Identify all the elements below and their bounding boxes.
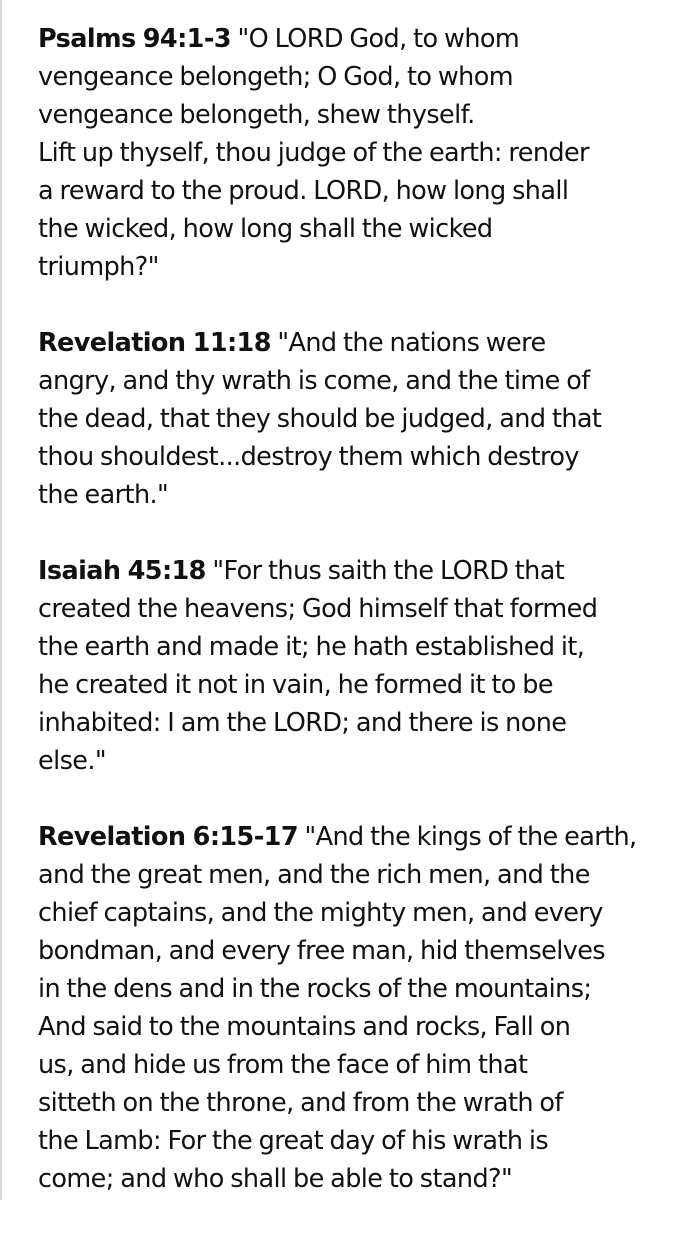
- verse-line: thou shouldest...destroy them which destroy: [38, 442, 579, 472]
- verse-reference: Psalms 94:1-3: [38, 24, 231, 54]
- verse-isaiah-45: [38, 552, 678, 780]
- verse-line: the wicked, how long shall the wicked: [38, 214, 493, 244]
- verse-line: the dead, that they should be judged, and that: [38, 404, 602, 434]
- verse-line: created the heavens; God himself that formed: [38, 594, 598, 624]
- verse-reference: Revelation 6:15-17: [38, 822, 298, 852]
- verse-line: chief captains, and the mighty men, and every: [38, 898, 603, 928]
- verse-line: in the dens and in the rocks of the mountains;: [38, 974, 592, 1004]
- verse-line: vengeance belongeth; O God, to whom: [38, 62, 513, 92]
- verse-text: "And the kings of the earth,: [297, 822, 637, 852]
- verse-line: And said to the mountains and rocks, Fall on: [38, 1012, 571, 1042]
- verse-line: the earth.": [38, 480, 169, 510]
- verse-line: vengeance belongeth, shew thyself.: [38, 100, 475, 130]
- verse-line: angry, and thy wrath is come, and the time of: [38, 366, 590, 396]
- verse-line: us, and hide us from the face of him that: [38, 1050, 528, 1080]
- verse-line: else.": [38, 746, 106, 776]
- verse-revelation-6: [38, 818, 678, 1198]
- verse-list: [38, 20, 678, 1236]
- verse-psalms-94: [38, 20, 678, 286]
- verse-text: "O LORD God, to whom: [230, 24, 520, 54]
- verse-reference: Isaiah 45:18: [38, 556, 206, 586]
- verse-line: a reward to the proud. LORD, how long shall: [38, 176, 569, 206]
- verse-revelation-11: [38, 324, 678, 514]
- verse-reference: Revelation 11:18: [38, 328, 271, 358]
- verse-line: triumph?": [38, 252, 159, 282]
- verse-line: [38, 818, 678, 856]
- verse-line: Lift up thyself, thou judge of the earth: render: [38, 138, 589, 168]
- verse-line: inhabited: I am the LORD; and there is none: [38, 708, 567, 738]
- verse-line: [38, 20, 678, 58]
- verse-text: "For thus saith the LORD that: [205, 556, 565, 586]
- verse-line: sitteth on the throne, and from the wrath of: [38, 1088, 563, 1118]
- verse-line: bondman, and every free man, hid themselves: [38, 936, 605, 966]
- verse-line: the Lamb: For the great day of his wrath is: [38, 1126, 549, 1156]
- verse-line: [38, 552, 678, 590]
- verse-line: [38, 324, 678, 362]
- verse-line: come; and who shall be able to stand?": [38, 1164, 513, 1194]
- verse-line: the earth and made it; he hath established it,: [38, 632, 585, 662]
- verse-line: he created it not in vain, he formed it to be: [38, 670, 553, 700]
- verse-line: and the great men, and the rich men, and the: [38, 860, 590, 890]
- verse-text: "And the nations were: [270, 328, 546, 358]
